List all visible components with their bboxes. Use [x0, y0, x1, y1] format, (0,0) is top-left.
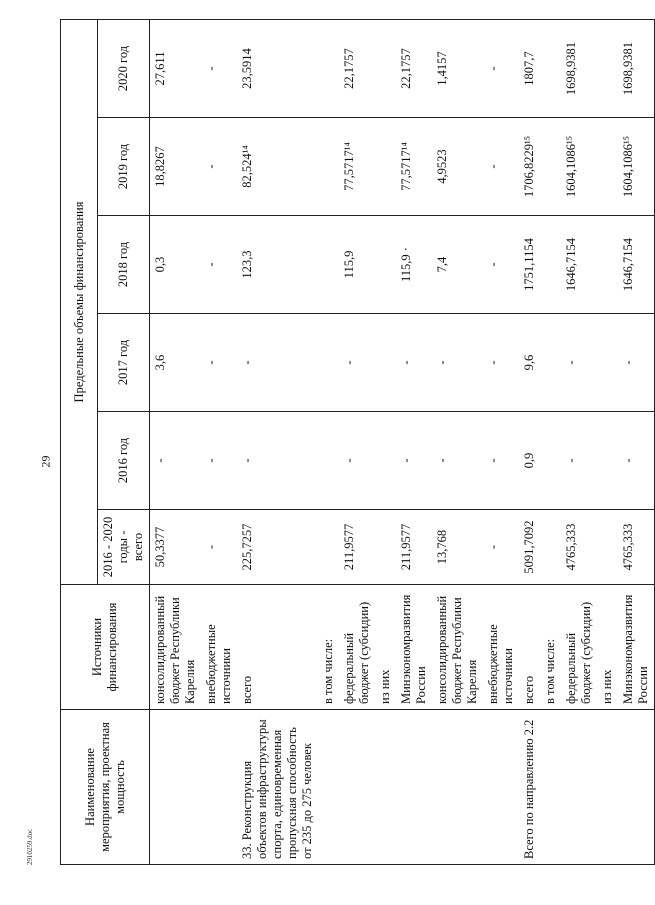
row-2017: -	[561, 314, 597, 412]
table-row	[318, 19, 339, 864]
row-source: консолидированный бюджет Республики Карелия	[432, 585, 483, 710]
row-2017	[375, 314, 396, 412]
header-year: 2019 год	[98, 118, 150, 216]
row-total	[375, 510, 396, 585]
row-2019: -	[201, 118, 237, 216]
row-2016	[375, 412, 396, 510]
table-row	[618, 19, 655, 864]
row-2019	[540, 118, 561, 216]
header-year: 2017 год	[98, 314, 150, 412]
row-total	[597, 510, 618, 585]
row-name: Всего по направлению 2.2	[519, 710, 540, 865]
row-total: 4765,333	[618, 510, 655, 585]
row-2016: 0,9	[519, 412, 540, 510]
row-2020: 23,5914	[237, 19, 318, 117]
row-source: из них	[375, 585, 396, 710]
table-row	[483, 19, 519, 864]
row-name	[339, 710, 375, 865]
row-2018	[375, 216, 396, 314]
row-2017: -	[483, 314, 519, 412]
row-source: федеральный бюджет (субсидии)	[561, 585, 597, 710]
row-2017: 9,6	[519, 314, 540, 412]
row-2019: -	[483, 118, 519, 216]
table-row	[396, 19, 432, 864]
header-total: 2016 - 2020 годы - всего	[98, 510, 150, 585]
row-2019: 4,9523	[432, 118, 483, 216]
row-2019: 18,8267	[150, 118, 202, 216]
row-2016: -	[150, 412, 202, 510]
row-source: Минэкономразвития России	[396, 585, 432, 710]
row-name: 33. Реконструкция объектов инфраструктуры спорта, единовременная пропускная способность от 235 до 275 человек	[237, 710, 318, 865]
table-header	[61, 19, 150, 864]
row-2016: -	[201, 412, 237, 510]
row-source: федеральный бюджет (субсидии)	[339, 585, 375, 710]
row-2018: 1646,7154	[561, 216, 597, 314]
row-2017	[318, 314, 339, 412]
row-name	[618, 710, 655, 865]
row-total	[318, 510, 339, 585]
row-name	[318, 710, 339, 865]
row-2018: 115,9	[339, 216, 375, 314]
row-name	[375, 710, 396, 865]
row-source: в том числе:	[318, 585, 339, 710]
row-2017: -	[432, 314, 483, 412]
row-2020: 1807,7	[519, 19, 540, 117]
table-row	[597, 19, 618, 864]
row-name	[201, 710, 237, 865]
row-name	[597, 710, 618, 865]
rotated-table-container	[60, 20, 650, 865]
row-2020: 1,4157	[432, 19, 483, 117]
header-year: 2020 год	[98, 19, 150, 117]
row-name	[432, 710, 483, 865]
table-row	[375, 19, 396, 864]
row-source: внебюджетные источники	[201, 585, 237, 710]
row-2018: 7,4	[432, 216, 483, 314]
row-total: 50,3377	[150, 510, 202, 585]
row-2019	[375, 118, 396, 216]
row-2016	[540, 412, 561, 510]
table-row	[237, 19, 318, 864]
row-2017: 3,6	[150, 314, 202, 412]
table-row	[150, 19, 202, 864]
row-total: 13,768	[432, 510, 483, 585]
row-2016: -	[483, 412, 519, 510]
row-2018: 1646,7154	[618, 216, 655, 314]
table-row	[339, 19, 375, 864]
row-2016	[597, 412, 618, 510]
row-source: внебюджетные источники	[483, 585, 519, 710]
row-source: консолидированный бюджет Республики Карелия	[150, 585, 202, 710]
row-total: 4765,333	[561, 510, 597, 585]
row-2020: 22,1757	[396, 19, 432, 117]
row-2020	[318, 19, 339, 117]
table-row	[201, 19, 237, 864]
row-2016: -	[339, 412, 375, 510]
row-2018: 0,3	[150, 216, 202, 314]
row-2018: 1751,1154	[519, 216, 540, 314]
row-2017: -	[201, 314, 237, 412]
header-source: Источники финансирования	[61, 585, 150, 710]
row-source: всего	[519, 585, 540, 710]
footer-file-name: 2910259.doc	[26, 828, 35, 866]
row-total: -	[201, 510, 237, 585]
table-row	[540, 19, 561, 864]
row-total: 211,9577	[339, 510, 375, 585]
row-2020: 1698,9381	[618, 19, 655, 117]
row-source: Минэкономразвития России	[618, 585, 655, 710]
row-name	[483, 710, 519, 865]
row-2017: -	[237, 314, 318, 412]
page-number: 29	[38, 455, 53, 468]
row-2017: -	[396, 314, 432, 412]
row-total: 5091,7092	[519, 510, 540, 585]
row-total: -	[483, 510, 519, 585]
row-2020: -	[201, 19, 237, 117]
row-2016: -	[396, 412, 432, 510]
row-2019	[318, 118, 339, 216]
row-2019: 77,5717¹⁴	[396, 118, 432, 216]
header-year: 2018 год	[98, 216, 150, 314]
row-2018: -	[483, 216, 519, 314]
header-name: Наименование мероприятия, проектная мощность	[61, 710, 150, 865]
row-2016: -	[237, 412, 318, 510]
row-2019: 1604,1086¹⁵	[561, 118, 597, 216]
row-2020: 22,1757	[339, 19, 375, 117]
row-2020	[540, 19, 561, 117]
row-2019: 77,5717¹⁴	[339, 118, 375, 216]
row-2018: 115,9 ·	[396, 216, 432, 314]
row-2017	[597, 314, 618, 412]
row-source: всего	[237, 585, 318, 710]
row-2018	[540, 216, 561, 314]
row-2017	[540, 314, 561, 412]
row-2016	[318, 412, 339, 510]
row-2018: 123,3	[237, 216, 318, 314]
row-2019: 82,524¹⁴	[237, 118, 318, 216]
row-total: 225,7257	[237, 510, 318, 585]
row-2019: 1604,1086¹⁵	[618, 118, 655, 216]
header-group: Предельные объемы финансирования	[61, 19, 98, 584]
row-2019	[597, 118, 618, 216]
row-2020: 27,611	[150, 19, 202, 117]
row-2016: -	[432, 412, 483, 510]
row-2020: -	[483, 19, 519, 117]
row-total	[540, 510, 561, 585]
row-2018	[318, 216, 339, 314]
table-row	[432, 19, 483, 864]
row-2020	[375, 19, 396, 117]
table-row	[519, 19, 540, 864]
row-2018	[597, 216, 618, 314]
header-year: 2016 год	[98, 412, 150, 510]
row-2019: 1706,8229¹⁵	[519, 118, 540, 216]
row-2016: -	[561, 412, 597, 510]
table-body	[150, 19, 655, 864]
row-name	[540, 710, 561, 865]
row-2017: -	[339, 314, 375, 412]
row-name	[396, 710, 432, 865]
row-2016: -	[618, 412, 655, 510]
row-source: из них	[597, 585, 618, 710]
row-2020	[597, 19, 618, 117]
row-2017: -	[618, 314, 655, 412]
row-total: 211,9577	[396, 510, 432, 585]
row-name	[561, 710, 597, 865]
financing-table	[60, 19, 655, 865]
row-2020: 1698,9381	[561, 19, 597, 117]
row-2018: -	[201, 216, 237, 314]
row-name	[150, 710, 202, 865]
table-row	[561, 19, 597, 864]
row-source: в том числе:	[540, 585, 561, 710]
